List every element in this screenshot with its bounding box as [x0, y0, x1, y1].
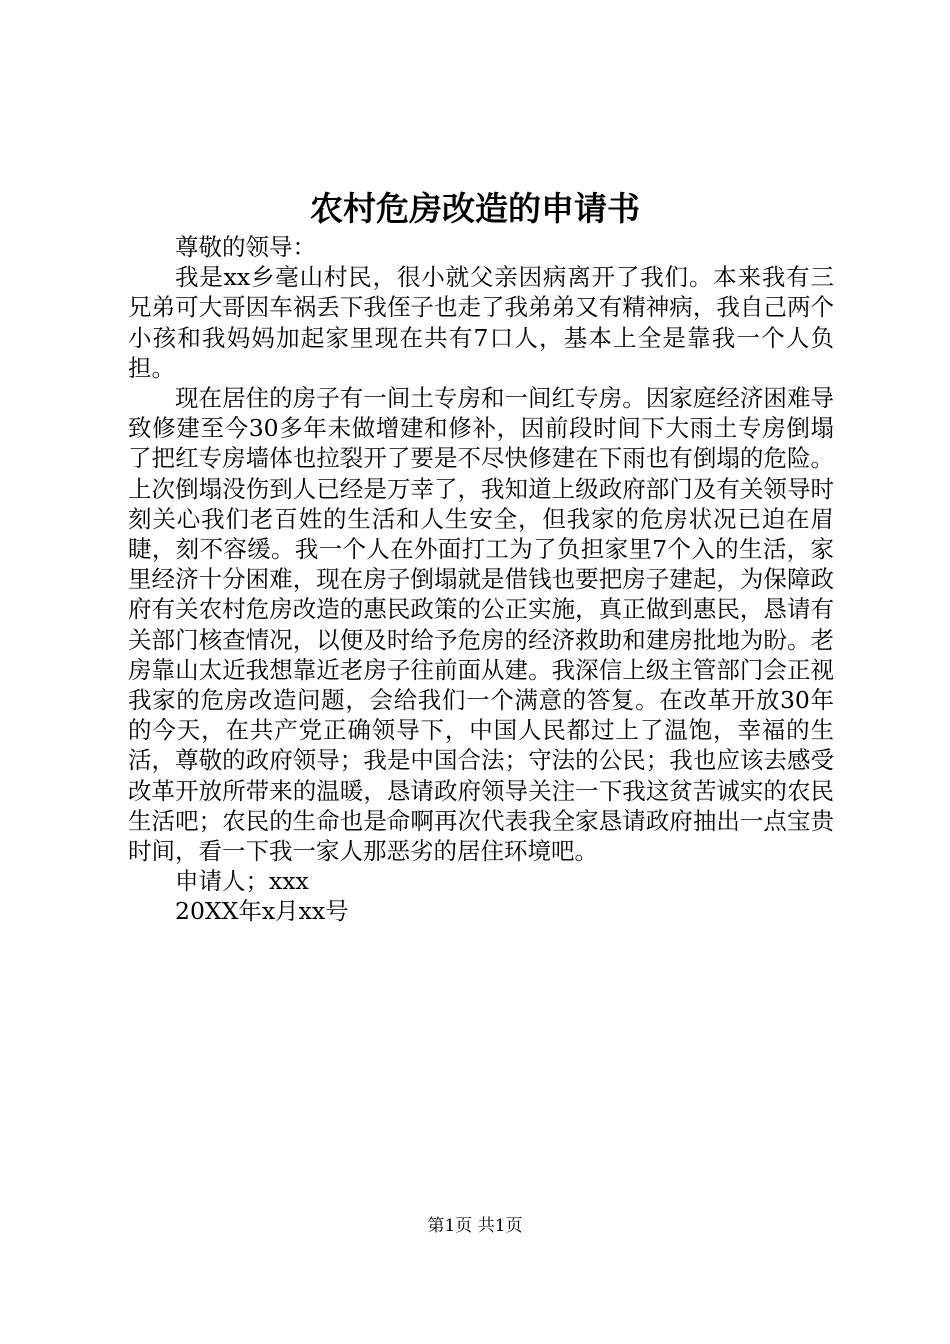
- document-title: 农村危房改造的申请书: [310, 189, 640, 228]
- salutation: 尊敬的领导：: [175, 233, 316, 261]
- paragraph-1: 我是xx乡毫山村民，很小就父亲因病离开了我们。本来我有三兄弟可大哥因车祸丢下我侄子也走了我弟弟又有精神病，我自己两个小孩和我妈妈加起家里现在共有7口人，基本上全是靠我一个人负担。: [128, 263, 834, 382]
- document-body: [128, 232, 834, 927]
- paragraph-2: 现在居住的房子有一间土专房和一间红专房。因家庭经济困难导致修建至今30多年未做增建和修补，因前段时间下大雨土专房倒塌了把红专房墙体也拉裂开了要是不尽快修建在下雨也有倒塌的危险。上次倒塌没伤到人已经是万幸了，我知道上级政府部门及有关领导时刻关心我们老百姓的生活和人生安全，但我家的危房状况已迫在眉睫，刻不容缓。我一个人在外面打工为了负担家里7个入的生活，家里经济十分困难，现在房子倒塌就是借钱也要把房子建起，为保障政府有关农村危房改造的惠民政策的公正实施，真正做到惠民，恳请有关部门核查情况，以便及时给予危房的经济救助和建房批地为盼。老房靠山太近我想靠近老房子往前面从建。我深信上级主管部门会正视我家的危房改造问题，会给我们一个满意的答复。在改革开放30年的今天，在共产党正确领导下，中国人民都过上了温饱，幸福的生活，尊敬的政府领导；我是中国合法；守法的公民；我也应该去感受改革开放所带来的温暖，恳请政府领导关注一下我这贫苦诚实的农民生活吧；农民的生命也是命啊再次代表我全家恳请政府抽出一点宝贵时间，看一下我一家人那恶劣的居住环境吧。: [128, 384, 834, 866]
- page-footer: 第1页 共1页: [427, 1216, 523, 1236]
- application-date: 20XX年x月xx号: [175, 897, 349, 926]
- applicant-signature: 申请人；xxx: [175, 867, 309, 896]
